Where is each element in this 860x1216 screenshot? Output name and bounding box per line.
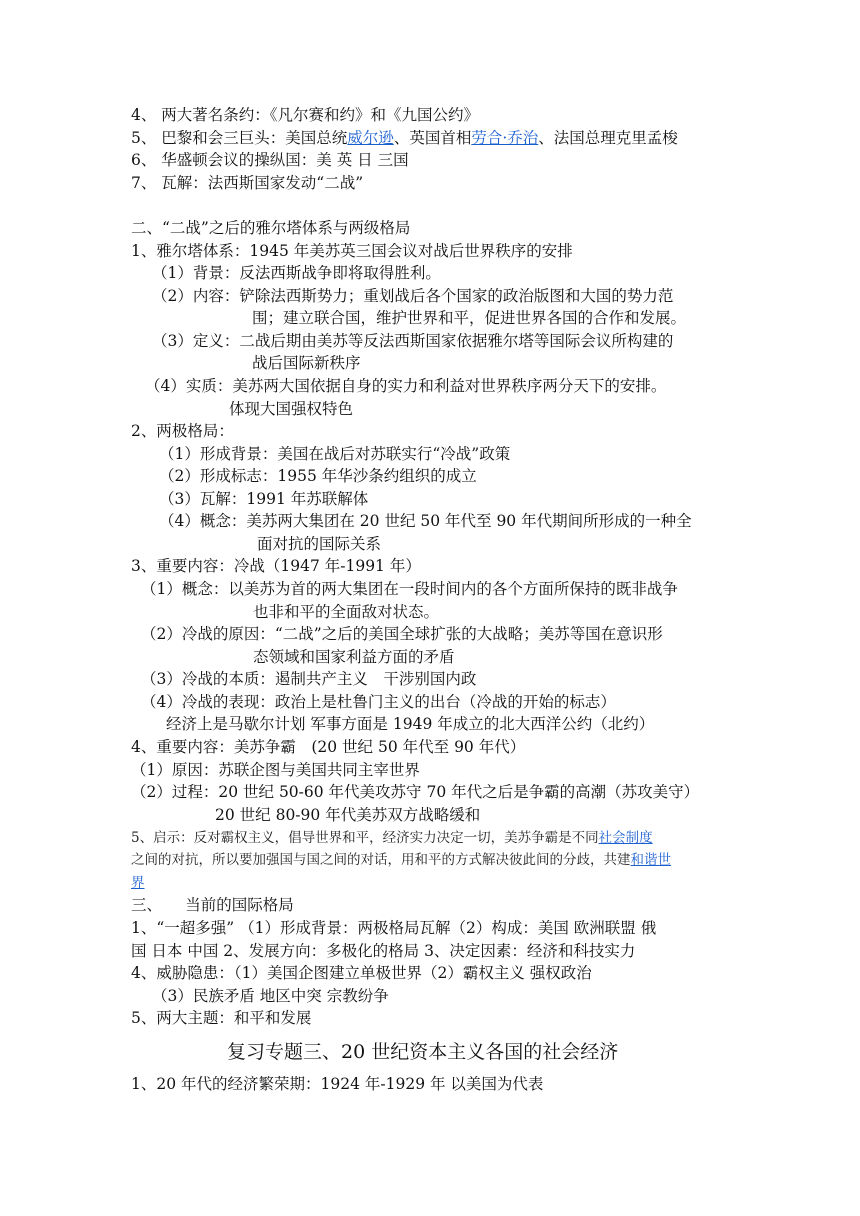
yalta-content-1: （2）内容：铲除法西斯势力；重划战后各个国家的政治版图和大国的势力范 xyxy=(152,287,674,305)
cold-war-concept-2: 也非和平的全面敌对状态。 xyxy=(253,603,440,621)
yalta-system: 1、雅尔塔体系：1945 年美苏英三国会议对战后世界秩序的安排 xyxy=(131,242,573,260)
wilson-link[interactable]: 威尔逊 xyxy=(347,129,394,147)
cold-war-cause-2: 态领域和国家利益方面的矛盾 xyxy=(253,648,455,666)
cold-war-manifest-2: 经济上是马歇尔计划 军事方面是 1949 年成立的北大西洋公约（北约） xyxy=(166,715,655,733)
bipolar-marker: （2）形成标志：1955 年华沙条约组织的成立 xyxy=(159,467,477,485)
rivalry-process-1: （2）过程：20 世纪 50-60 年代美攻苏守 70 年代之后是争霸的高潮（苏攻美守） xyxy=(131,783,700,801)
rivalry-cause: （1）原因：苏联企图与美国共同主宰世界 xyxy=(131,761,420,779)
yalta-definition-1: （3）定义：二战后期由美苏等反法西斯国家依据雅尔塔等国际会议所构建的 xyxy=(152,332,674,350)
hegemony-rivalry: 4、重要内容：美苏争霸 (20 世纪 50 年代至 90 年代） xyxy=(131,738,526,756)
economic-boom: 1、20 年代的经济繁荣期：1924 年-1929 年 以美国为代表 xyxy=(131,1075,544,1093)
cold-war-cause-1: （2）冷战的原因：“二战”之后的美国全球扩张的大战略；美苏等国在意识形 xyxy=(141,625,663,643)
bipolar-background: （1）形成背景：美国在战后对苏联实行“冷战”政策 xyxy=(159,445,511,463)
bipolar-concept-2: 面对抗的国际关系 xyxy=(257,535,382,553)
item-5-suffix: 、法国总理克里孟梭 xyxy=(538,129,678,147)
item-5-prefix: 5、 巴黎和会三巨头：美国总统 xyxy=(131,129,348,147)
yalta-background: （1）背景：反法西斯战争即将取得胜利。 xyxy=(152,264,441,282)
cold-war-concept-1: （1）概念：以美苏为首的两大集团在一段时间内的各个方面所保持的既非战争 xyxy=(141,580,678,598)
section-2-heading: 二、“二战”之后的雅尔塔体系与两级格局 xyxy=(131,219,411,237)
rivalry-process-2: 20 世纪 80-90 年代美苏双方战略缓和 xyxy=(215,806,481,824)
one-superpower-2: 国 日本 中国 2、发展方向：多极化的格局 3、决定因素：经济和科技实力 xyxy=(131,942,636,960)
item-5-middle: 、英国首相 xyxy=(393,129,472,147)
item-6-washington: 6、 华盛顿会议的操纵国：美 英 日 三国 xyxy=(131,151,409,169)
bipolar-concept-1: （4）概念：美苏两大集团在 20 世纪 50 年代至 90 年代期间所形成的一种全 xyxy=(159,512,692,530)
enlightenment-line-1 xyxy=(131,827,653,849)
item-5-big-three xyxy=(131,127,678,149)
harmonious-world-link-end[interactable]: 界 xyxy=(131,875,145,891)
threats-2: （3）民族矛盾 地区中突 宗教纷争 xyxy=(152,987,389,1005)
lloyd-george-link[interactable]: 劳合·乔治 xyxy=(471,129,539,147)
bipolar-pattern: 2、两极格局： xyxy=(131,422,234,440)
yalta-essence-1: （4）实质：美苏两大国依据自身的实力和利益对世界秩序两分天下的安排。 xyxy=(145,377,667,395)
enlightenment-text-1: 5、启示：反对霸权主义，倡导世界和平，经济实力决定一切，美苏争霸是不同 xyxy=(131,830,599,846)
section-3-heading: 三、 当前的国际格局 xyxy=(131,896,294,914)
cold-war: 3、重要内容：冷战（1947 年-1991 年） xyxy=(131,557,421,575)
topic-3-title: 复习专题三、20 世纪资本主义各国的社会经济 xyxy=(227,1041,619,1063)
two-themes: 5、两大主题：和平和发展 xyxy=(131,1009,312,1027)
enlightenment-line-2 xyxy=(131,849,671,871)
bipolar-collapse: （3）瓦解：1991 年苏联解体 xyxy=(159,490,369,508)
yalta-content-2: 围；建立联合国，维护世界和平，促进世界各国的合作和发展。 xyxy=(252,309,687,327)
harmonious-world-link[interactable]: 和谐世 xyxy=(630,852,671,868)
social-system-link[interactable]: 社会制度 xyxy=(598,830,653,846)
item-7-collapse: 7、 瓦解：法西斯国家发动“二战” xyxy=(131,174,364,192)
one-superpower-1: 1、“一超多强” （1）形成背景：两极格局瓦解（2）构成：美国 欧洲联盟 俄 xyxy=(131,919,657,937)
cold-war-manifest-1: （4）冷战的表现：政治上是杜鲁门主义的出台（冷战的开始的标志） xyxy=(141,693,616,711)
item-4-treaties: 4、 两大著名条约：《凡尔赛和约》和《九国公约》 xyxy=(131,106,480,124)
enlightenment-text-2: 之间的对抗，所以要加强国与国之间的对话，用和平的方式解决彼此间的分歧，共建 xyxy=(131,852,631,868)
threats-1: 4、威胁隐患：（1）美国企图建立单极世界（2）霸权主义 强权政治 xyxy=(131,964,592,982)
yalta-essence-2: 体现大国强权特色 xyxy=(229,400,354,418)
enlightenment-line-3 xyxy=(131,872,145,894)
yalta-definition-2: 战后国际新秩序 xyxy=(252,354,361,372)
cold-war-essence: （3）冷战的本质：遏制共产主义 干涉别国内政 xyxy=(141,670,477,688)
